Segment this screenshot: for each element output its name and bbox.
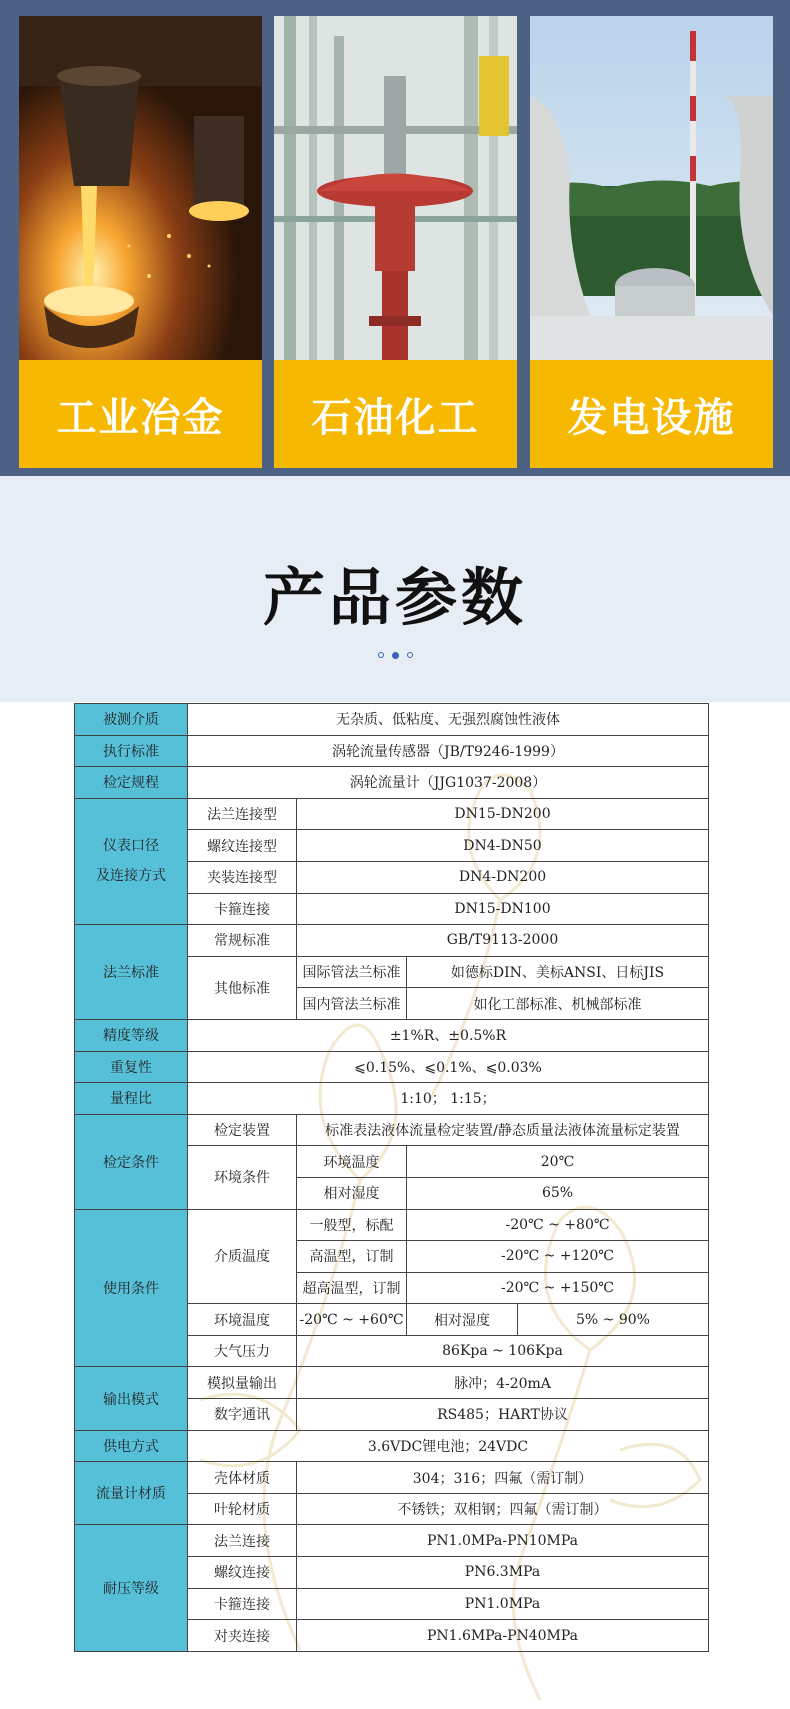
row-header-standard: 执行标准 xyxy=(75,735,188,767)
industry-label: 工业冶金 xyxy=(19,360,262,468)
sub-value: 86Kpa ~ 106Kpa xyxy=(297,1335,709,1367)
sub-label: 一般型，标配 xyxy=(297,1209,407,1241)
row-header-verification: 检定规程 xyxy=(75,767,188,799)
carousel-dot-active[interactable] xyxy=(392,652,399,659)
sub-value: PN1.0MPa-PN10MPa xyxy=(297,1525,709,1557)
row-header-range: 量程比 xyxy=(75,1083,188,1115)
row-header-material: 流量计材质 xyxy=(75,1462,188,1525)
value-repeatability: ⩽0.15%、⩽0.1%、⩽0.03% xyxy=(188,1051,709,1083)
value-standard: 涡轮流量传感器（JB/T9246-1999） xyxy=(188,735,709,767)
sub-label: 高温型，订制 xyxy=(297,1241,407,1273)
row-header-accuracy: 精度等级 xyxy=(75,1019,188,1051)
sub-label: 法兰连接 xyxy=(188,1525,297,1557)
row-header-usage: 使用条件 xyxy=(75,1209,188,1367)
row-header-flange: 法兰标准 xyxy=(75,925,188,1020)
carousel-dot[interactable] xyxy=(407,652,413,658)
sub-value: -20℃ ~ +120℃ xyxy=(407,1241,709,1273)
industry-card-petrochemical xyxy=(274,16,517,468)
sub-label: 叶轮材质 xyxy=(188,1493,297,1525)
sub-value: 304；316；四氟（需订制） xyxy=(297,1462,709,1494)
sub-value: -20℃ ~ +60℃ xyxy=(297,1304,407,1336)
sub-label: 相对湿度 xyxy=(297,1177,407,1209)
row-header-verify-cond: 检定条件 xyxy=(75,1114,188,1209)
refinery-valve-photo xyxy=(274,16,517,360)
sub-value: 如德标DIN、美标ANSI、日标JIS xyxy=(407,956,709,988)
value-range: 1:10； 1:15； xyxy=(188,1083,709,1115)
sub-value: DN15-DN200 xyxy=(297,798,709,830)
sub-value: 标准表法液体流量检定装置/静态质量法液体流量标定装置 xyxy=(297,1114,709,1146)
sub-value: PN1.6MPa-PN40MPa xyxy=(297,1620,709,1652)
sub-label: 卡箍连接 xyxy=(188,893,297,925)
sub-value: -20℃ ~ +80℃ xyxy=(407,1209,709,1241)
sub-value: RS485；HART协议 xyxy=(297,1399,709,1431)
sub-value: 如化工部标准、机械部标准 xyxy=(407,988,709,1020)
value-medium: 无杂质、低粘度、无强烈腐蚀性液体 xyxy=(188,704,709,736)
carousel-dot[interactable] xyxy=(378,652,384,658)
sub-label: 环境条件 xyxy=(188,1146,297,1209)
industry-label: 石油化工 xyxy=(274,360,517,468)
industry-card-power xyxy=(530,16,773,468)
sub-value: -20℃ ~ +150℃ xyxy=(407,1272,709,1304)
sub-label: 法兰连接型 xyxy=(188,798,297,830)
sub-label: 螺纹连接型 xyxy=(188,830,297,862)
row-header-diameter-line1: 仪表口径 xyxy=(103,838,159,855)
sub-value: DN15-DN100 xyxy=(297,893,709,925)
sub-label: 国际管法兰标准 xyxy=(297,956,407,988)
sub-value: 脉冲；4-20mA xyxy=(297,1367,709,1399)
carousel-dots xyxy=(0,652,790,659)
sub-value: DN4-DN50 xyxy=(297,830,709,862)
row-header-power: 供电方式 xyxy=(75,1430,188,1462)
row-header-diameter xyxy=(75,798,188,924)
sub-value: PN1.0MPa xyxy=(297,1588,709,1620)
sub-label: 其他标准 xyxy=(188,956,297,1019)
row-header-repeatability: 重复性 xyxy=(75,1051,188,1083)
row-header-diameter-line2: 及连接方式 xyxy=(96,868,166,885)
sub-label: 卡箍连接 xyxy=(188,1588,297,1620)
sub-label: 夹装连接型 xyxy=(188,861,297,893)
sub-value: 5% ~ 90% xyxy=(518,1304,709,1336)
sub-label: 数字通讯 xyxy=(188,1399,297,1431)
sub-value: DN4-DN200 xyxy=(297,861,709,893)
sub-label: 国内管法兰标准 xyxy=(297,988,407,1020)
sub-label: 常规标准 xyxy=(188,925,297,957)
sub-value: 65% xyxy=(407,1177,709,1209)
section-title: 产品参数 xyxy=(262,561,527,634)
sub-label: 超高温型，订制 xyxy=(297,1272,407,1304)
sub-label: 对夹连接 xyxy=(188,1620,297,1652)
sub-label: 环境温度 xyxy=(297,1146,407,1178)
industry-card-metallurgy xyxy=(19,16,262,468)
value-power: 3.6VDC锂电池；24VDC xyxy=(188,1430,709,1462)
sub-value: PN6.3MPa xyxy=(297,1557,709,1589)
sub-label: 壳体材质 xyxy=(188,1462,297,1494)
sub-label: 螺纹连接 xyxy=(188,1557,297,1589)
sub-label: 介质温度 xyxy=(188,1209,297,1304)
cooling-tower-photo xyxy=(530,16,773,360)
row-header-output: 输出模式 xyxy=(75,1367,188,1430)
sub-label: 环境温度 xyxy=(188,1304,297,1336)
row-header-pressure: 耐压等级 xyxy=(75,1525,188,1651)
sub-value: 20℃ xyxy=(407,1146,709,1178)
value-verification: 涡轮流量计（JJG1037-2008） xyxy=(188,767,709,799)
sub-label: 大气压力 xyxy=(188,1335,297,1367)
sub-label: 模拟量输出 xyxy=(188,1367,297,1399)
sub-label: 检定装置 xyxy=(188,1114,297,1146)
steel-pouring-photo xyxy=(19,16,262,360)
industry-label: 发电设施 xyxy=(530,360,773,468)
sub-value: 不锈铁；双相钢；四氟（需订制） xyxy=(297,1493,709,1525)
value-accuracy: ±1%R、±0.5%R xyxy=(188,1019,709,1051)
spec-table xyxy=(74,703,709,1652)
sub-label: 相对湿度 xyxy=(407,1304,518,1336)
sub-value: GB/T9113-2000 xyxy=(297,925,709,957)
row-header-medium: 被测介质 xyxy=(75,704,188,736)
